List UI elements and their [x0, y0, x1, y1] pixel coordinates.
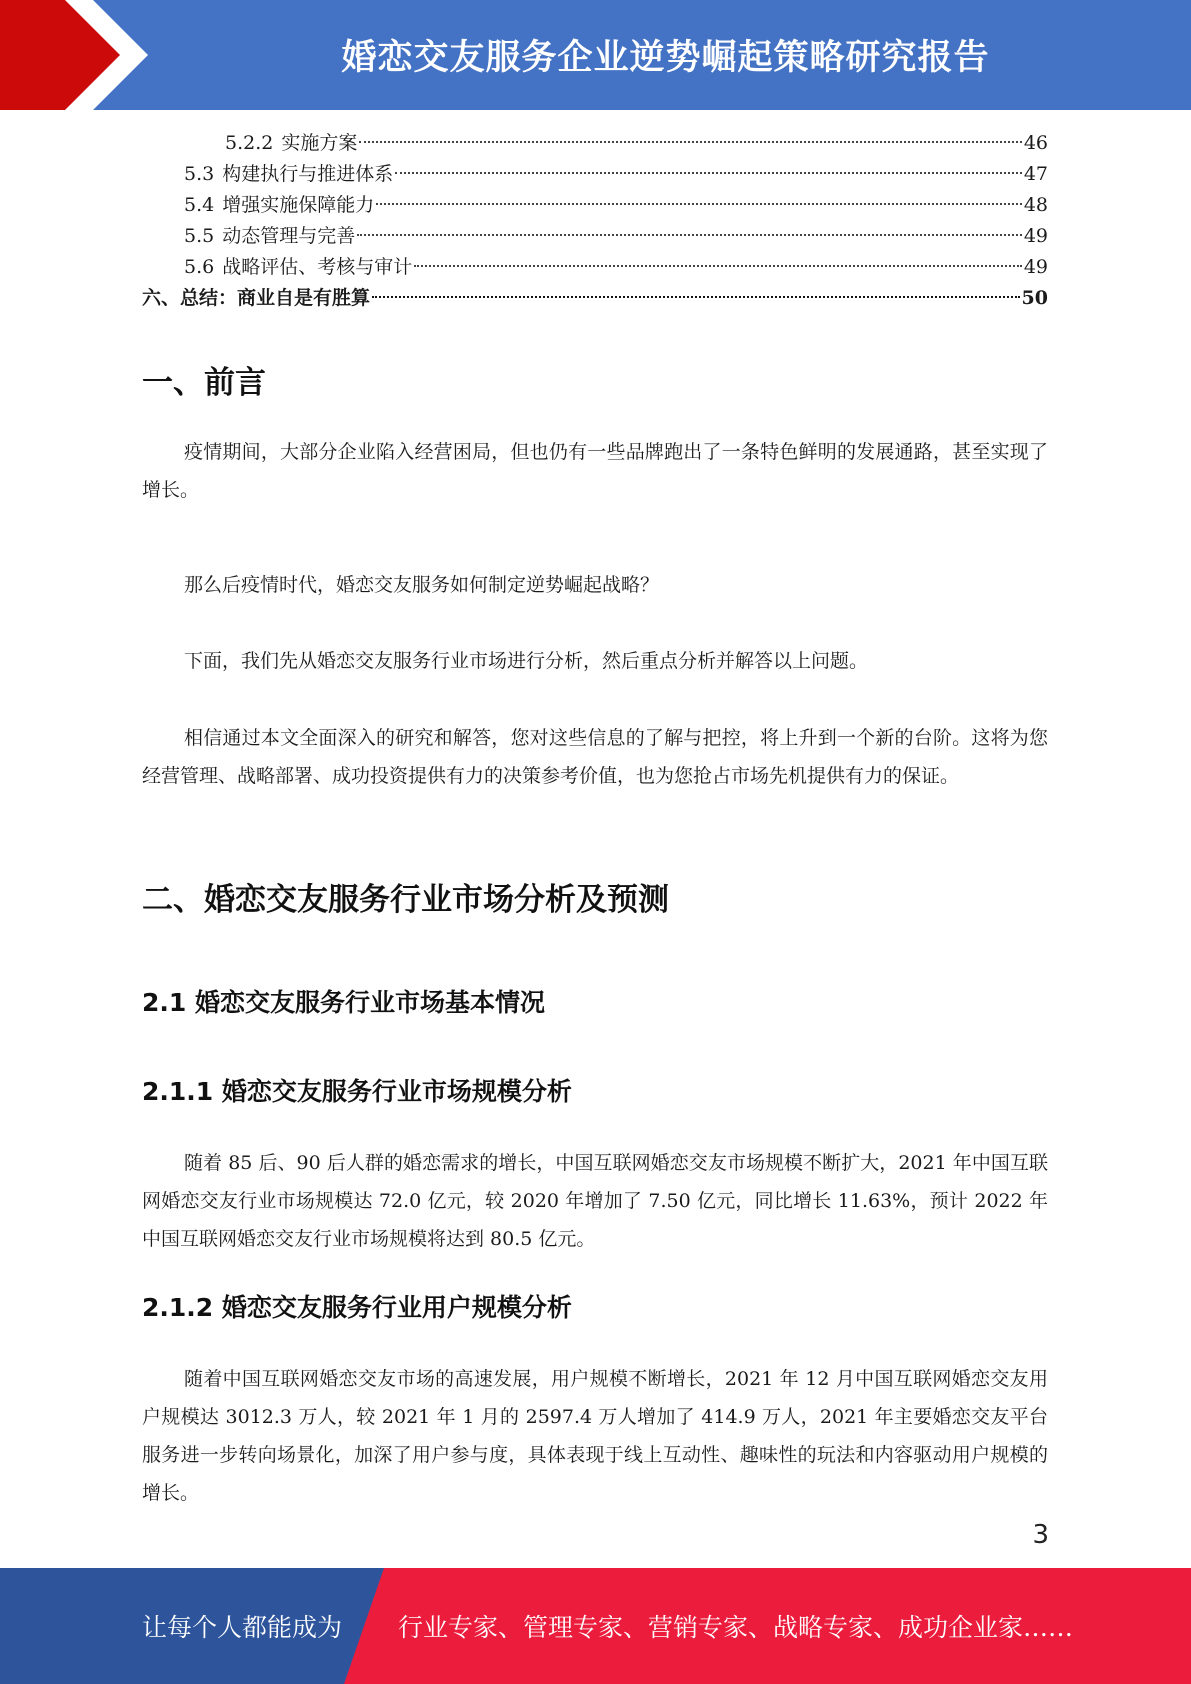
toc-leader-dots	[359, 141, 1021, 143]
toc-entry-number: 5.3	[184, 163, 215, 185]
subsubsection-heading: 2.1.2 婚恋交友服务行业用户规模分析	[142, 1293, 572, 1322]
toc-entry-page: 46	[1023, 132, 1048, 154]
footer-slogan-left: 让每个人都能成为	[142, 1613, 343, 1642]
toc-entry-number: 5.5	[184, 225, 215, 247]
page-number: 3	[1032, 1520, 1049, 1550]
toc-entry-title: 增强实施保障能力	[222, 194, 375, 216]
toc-entry-number: 5.6	[184, 256, 215, 278]
paragraph: 疫情期间，大部分企业陷入经营困局，但也仍有一些品牌跑出了一条特色鲜明的发展通路，甚至实现了增长。	[142, 441, 1048, 501]
toc-leader-dots	[395, 172, 1022, 174]
toc-entry[interactable]	[142, 221, 1048, 252]
toc-entry[interactable]	[142, 190, 1048, 221]
toc-entry-title: 战略评估、考核与审计	[222, 256, 413, 278]
toc-entry[interactable]	[142, 159, 1048, 190]
paragraph: 随着 85 后、90 后人群的婚恋需求的增长，中国互联网婚恋交友市场规模不断扩大，2021 年中国互联网婚恋交友行业市场规模达 72.0 亿元，较 2020 年增加了 7.50 亿元，同比增长 11.63%，预计 2022 年中国互联网婚恋交友行业市场规模将达到 80.5 亿元。	[142, 1152, 1048, 1250]
paragraph: 那么后疫情时代，婚恋交友服务如何制定逆势崛起战略？	[184, 574, 660, 596]
toc-entry[interactable]	[142, 128, 1048, 159]
section-heading-market-analysis: 二、婚恋交友服务行业市场分析及预测	[142, 882, 669, 918]
paragraph: 下面，我们先从婚恋交友服务行业市场进行分析，然后重点分析并解答以上问题。	[184, 650, 869, 672]
toc-entry-page: 47	[1023, 163, 1048, 185]
toc-entry-page: 50	[1021, 287, 1048, 309]
subsection-heading: 2.1 婚恋交友服务行业市场基本情况	[142, 988, 545, 1017]
paragraph: 相信通过本文全面深入的研究和解答，您对这些信息的了解与把控，将上升到一个新的台阶。这将为您经营管理、战略部署、成功投资提供有力的决策参考价值，也为您抢占市场先机提供有力的保证。	[142, 727, 1048, 787]
table-of-contents	[142, 128, 1048, 314]
page-footer	[0, 1568, 1191, 1684]
toc-entry[interactable]	[142, 252, 1048, 283]
toc-entry-number: 5.2.2	[225, 132, 274, 154]
toc-leader-dots	[414, 265, 1022, 267]
paragraph: 随着中国互联网婚恋交友市场的高速发展，用户规模不断增长，2021 年 12 月中国互联网婚恋交友用户规模达 3012.3 万人，较 2021 年 1 月的 2597.4 万人增加了 414.9 万人，2021 年主要婚恋交友平台服务进一步转向场景化，加深了用户参与度，具体表现于线上互动性、趣味性的玩法和内容驱动用户规模的增长。	[142, 1368, 1048, 1504]
footer-slogan-right: 行业专家、管理专家、营销专家、战略专家、成功企业家……	[398, 1613, 1074, 1642]
toc-entry-title: 实施方案	[281, 132, 358, 154]
section-heading-preface: 一、前言	[142, 365, 266, 401]
toc-entry-title: 构建执行与推进体系	[222, 163, 394, 185]
toc-leader-dots	[376, 203, 1022, 205]
toc-entry-title: 六、总结：商业自是有胜算	[142, 287, 371, 309]
toc-entry-page: 48	[1023, 194, 1048, 216]
toc-entry-title: 动态管理与完善	[222, 225, 356, 247]
toc-leader-dots	[372, 296, 1020, 298]
header-arrow-decoration	[0, 0, 160, 110]
toc-entry[interactable]	[142, 283, 1048, 314]
page-header	[0, 0, 1191, 110]
document-title: 婚恋交友服务企业逆势崛起策略研究报告	[341, 38, 990, 78]
toc-entry-number: 5.4	[184, 194, 215, 216]
toc-entry-page: 49	[1023, 256, 1048, 278]
toc-leader-dots	[357, 234, 1022, 236]
subsubsection-heading: 2.1.1 婚恋交友服务行业市场规模分析	[142, 1077, 572, 1106]
toc-entry-page: 49	[1023, 225, 1048, 247]
